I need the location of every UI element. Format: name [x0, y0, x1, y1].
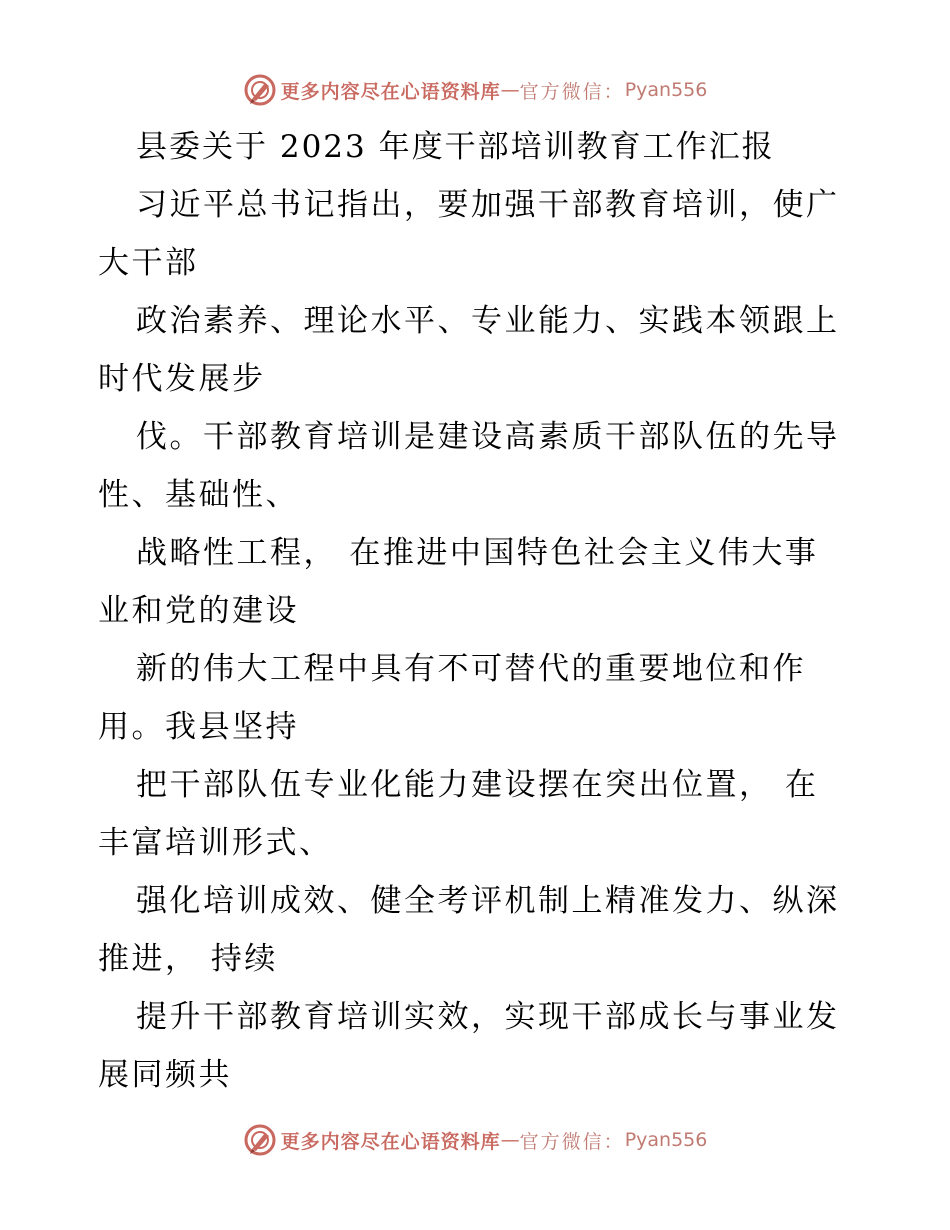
watermark-sub: 官方微信：: [519, 1130, 625, 1153]
text-line: 强化培训成效、健全考评机制上精准发力、纵深: [136, 883, 840, 919]
text-line: 伐。干部教育培训是建设高素质干部队伍的先导: [136, 419, 840, 455]
document-body: [98, 118, 868, 1104]
text-line: 提升干部教育培训实效，实现干部成长与事业发: [136, 999, 840, 1035]
text-line: 战略性工程， 在推进中国特色社会主义伟大事: [136, 535, 819, 571]
text-line: 把干部队伍专业化能力建设摆在突出位置， 在: [136, 767, 819, 803]
text-line: 政治素养、理论水平、专业能力、实践本领跟上: [136, 303, 840, 339]
watermark-brand: 更多内容尽在心语资料库: [280, 80, 501, 103]
text-line: 展同频共: [98, 1057, 232, 1093]
text-line: 推进， 持续: [98, 941, 278, 977]
watermark-id: Pyan556: [624, 1129, 708, 1151]
watermark-header: [0, 70, 950, 110]
watermark-id: Pyan556: [624, 79, 708, 101]
text-line: 习近平总书记指出，要加强干部教育培训，使广: [136, 187, 840, 223]
text-line: 性、基础性、: [98, 477, 299, 513]
pen-logo-icon: [243, 1123, 277, 1157]
document-title: 县委关于 2023 年度干部培训教育工作汇报: [136, 129, 775, 165]
text-line: 丰富培训形式、: [98, 825, 333, 861]
watermark-brand: 更多内容尽在心语资料库: [280, 1130, 501, 1153]
pen-logo-icon: [243, 73, 277, 107]
watermark-sub: 官方微信：: [519, 80, 625, 103]
watermark-footer: [0, 1120, 950, 1160]
watermark-dash: —: [500, 79, 520, 101]
text-line: 时代发展步: [98, 361, 266, 397]
text-line: 业和党的建设: [98, 593, 299, 629]
watermark-dash: —: [500, 1129, 520, 1151]
text-line: 用。我县坚持: [98, 709, 299, 745]
text-line: 大干部: [98, 245, 199, 281]
text-line: 新的伟大工程中具有不可替代的重要地位和作: [136, 651, 806, 687]
